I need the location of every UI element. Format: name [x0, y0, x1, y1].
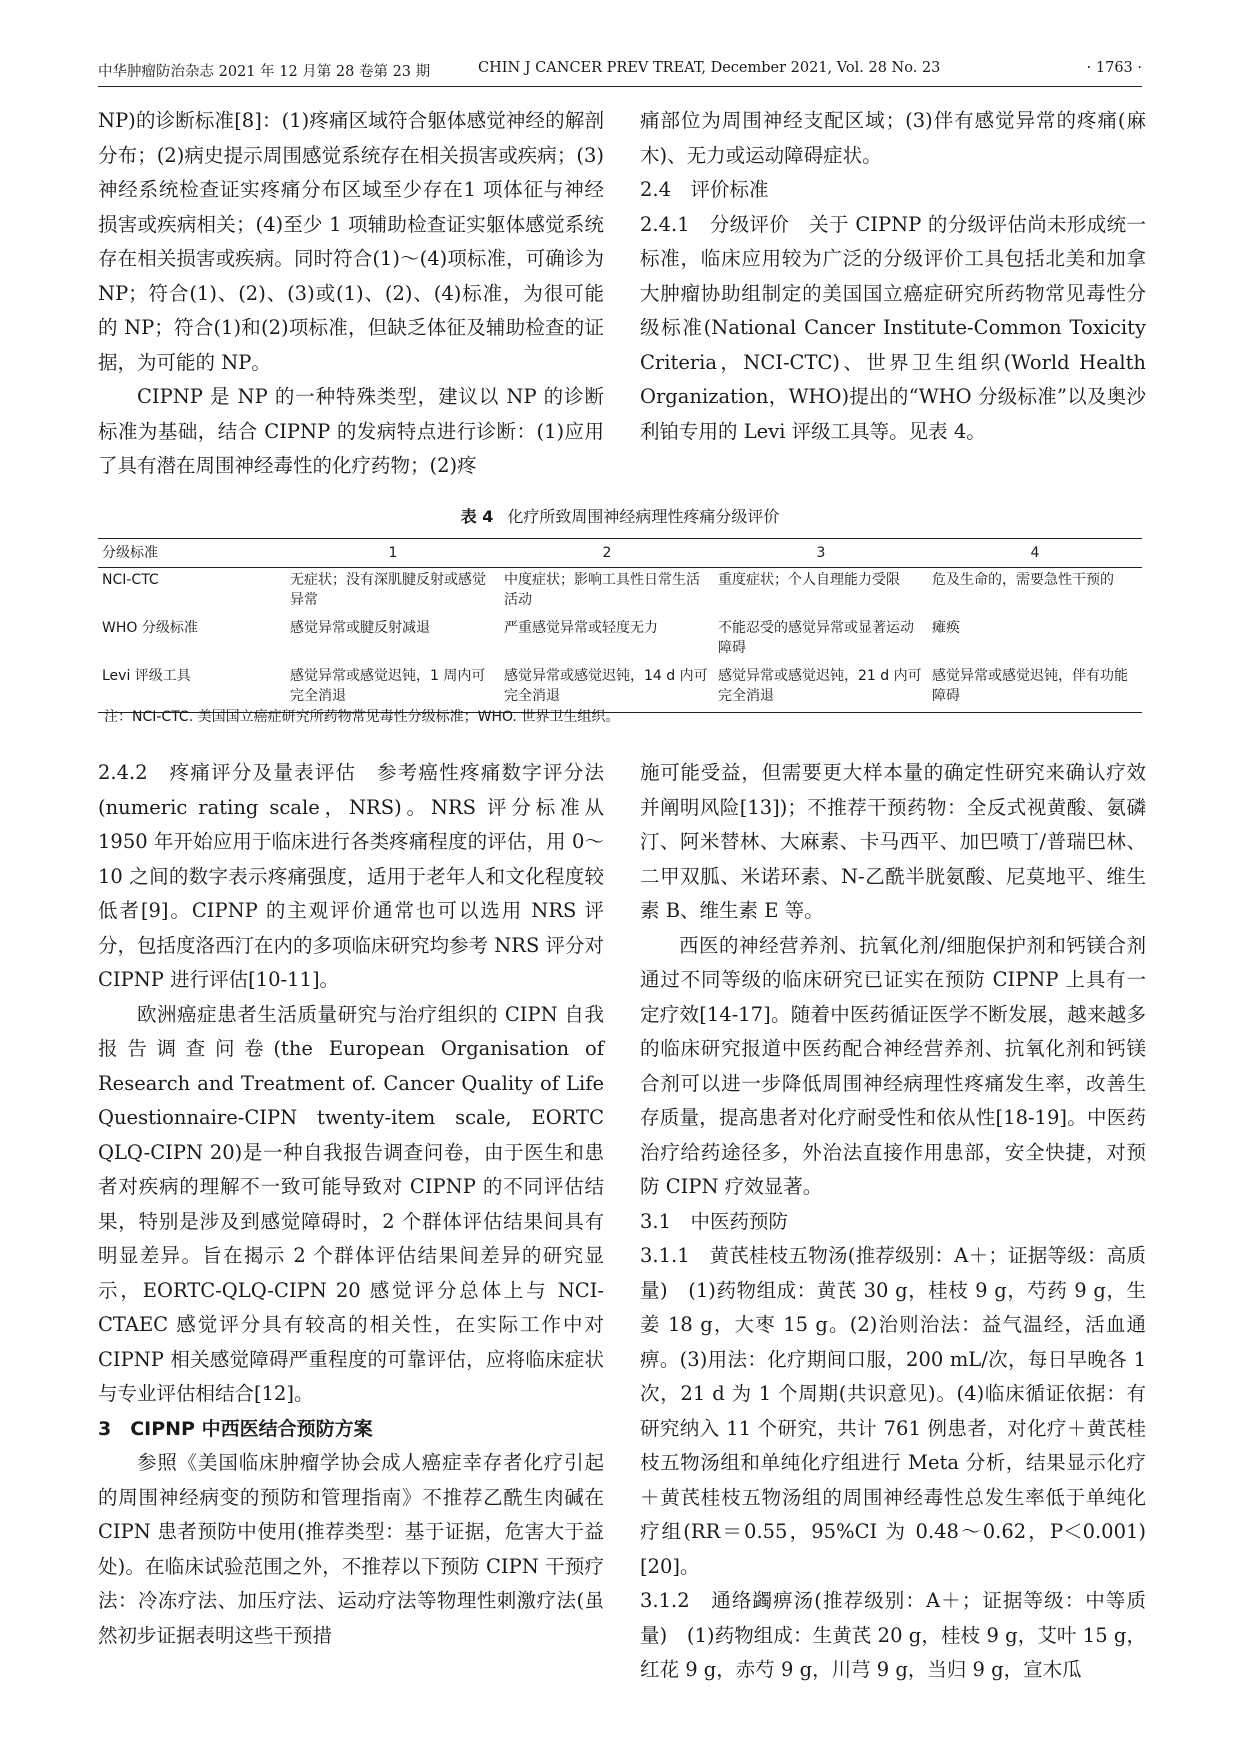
paragraph: 施可能受益，但需要更大样本量的确定性研究来确认疗效并阐明风险[13])；不推荐干预药物：全反式视黄酸、氨磷汀、阿米替林、大麻素、卡马西平、加巴喷丁/普瑞巴林、二甲双胍、米诺环素、N-乙酰半胱氨酸、尼莫地平、维生素 B、维生素 E 等。	[640, 761, 1146, 922]
section-heading-3: 3 CIPNP 中西医结合预防方案	[98, 1417, 373, 1440]
paragraph: 西医的神经营养剂、抗氧化剂/细胞保护剂和钙镁合剂通过不同等级的临床研究已证实在预防 CIPNP 上具有一定疗效[14-17]。随着中医药循证医学不断发展，越来越多的临床研究报道中医药配合神经营养剂、抗氧化剂和钙镁合剂可以进一步降低周围神经病理性疼痛发生率，改善生存质量，提高患者对化疗耐受性和依从性[18-19]。中医药治疗给药途径多，外治法直接作用患部，安全快捷，对预防 CIPN 疗效显著。	[640, 933, 1146, 1198]
table-row	[98, 568, 1142, 617]
table-cell: 感觉异常或感觉迟钝，21 d 内可完全消退	[714, 664, 928, 713]
paragraph: 2.4.1 分级评价 关于 CIPNP 的分级评估尚未形成统一标准，临床应用较为广泛的分级评价工具包括北美和加拿大肿瘤协助组制定的美国国立癌症研究所药物常见毒性分级标准(National Cancer Institute-Common Toxicity Criteria，NCI-CTC)、世界卫生组织(World Health Organization，WHO)提出的“WHO 分级标准”以及奥沙利铂专用的 Levi 评级工具等。见表 4。	[640, 212, 1146, 443]
section-heading-2-4: 2.4 评价标准	[640, 178, 769, 201]
table-cell: 感觉异常或感觉迟钝，1 周内可完全消退	[286, 664, 500, 713]
table-header-cell: 2	[500, 539, 714, 568]
grading-table	[98, 538, 1142, 713]
table-header-cell: 3	[714, 539, 928, 568]
table-cell: WHO 分级标准	[102, 620, 198, 636]
table-header-cell: 1	[286, 539, 500, 568]
paragraph: 3.1.1 黄芪桂枝五物汤(推荐级别：A＋；证据等级：高质量) (1)药物组成：黄芪 30 g，桂枝 9 g，芍药 9 g，生姜 18 g，大枣 15 g。(2)治则治法：益气温经，活血通痹。(3)用法：化疗期间口服，200 mL/次，每日早晚各 1 次，21 d 为 1 个周期(共识意见)。(4)临床循证依据：有研究纳入 11 个研究，共计 761 例患者，对化疗＋黄芪桂枝五物汤组和单纯化疗组进行 Meta 分析，结果显示化疗＋黄芪桂枝五物汤组的周围神经毒性总发生率低于单纯化疗组(RR＝0.55，95%CI 为 0.48～0.62，P＜0.001)[20]。	[640, 1244, 1146, 1578]
paragraph: 参照《美国临床肿瘤学协会成人癌症幸存者化疗引起的周围神经病变的预防和管理指南》不推荐乙酰生肉碱在 CIPN 患者预防中使用(推荐类型：基于证据，危害大于益处)。在临床试验范围之外，不推荐以下预防 CIPN 干预疗法：冷冻疗法、加压疗法、运动疗法等物理性刺激疗法(虽然初步证据表明这些干预措	[98, 1451, 604, 1647]
paragraph: 3.1.2 通络蠲痹汤(推荐级别：A＋；证据等级：中等质量) (1)药物组成：生黄芪 20 g，桂枝 9 g，艾叶 15 g，红花 9 g，赤芍 9 g，川芎 9 g，当归 9 g，宣木瓜	[640, 1589, 1146, 1681]
table-cell: 不能忍受的感觉异常或显著运动障碍	[718, 620, 914, 656]
section-heading-3-1: 3.1 中医药预防	[640, 1209, 789, 1233]
table-label: 表 4	[460, 507, 494, 526]
paragraph: 欧洲癌症患者生活质量研究与治疗组织的 CIPN 自我报告调查问卷(the European Organisation of Research and Treatment of. Cancer Quality of Life Questionnaire-CIPN twenty-item scale, EORTC QLQ-CIPN 20)是一种自我报告调查问卷，由于医生和患者对疾病的理解不一致可能导致对 CIPNP 的不同评估结果，特别是涉及到感觉障碍时，2 个群体评估结果间具有明显差异。旨在揭示 2 个群体评估结果间差异的研究显示，EORTC-QLQ-CIPN 20 感觉评分总体上与 NCI-CTAEC 感觉评分具有较高的相关性，在实际工作中对 CIPNP 相关感觉障碍严重程度的可靠评估，应将临床症状与专业评估相结合[12]。	[98, 1002, 604, 1405]
running-header	[98, 56, 1142, 87]
column-bottom-right	[640, 756, 1146, 1688]
table-cell: 感觉异常或感觉迟钝，伴有功能障碍	[928, 664, 1142, 713]
table-cell: Levi 评级工具	[98, 664, 286, 713]
table-cell: NCI-CTC	[102, 572, 159, 588]
table-cell: 瘫痪	[932, 620, 960, 636]
table-cell: 中度症状；影响工具性日常生活活动	[504, 572, 700, 608]
paragraph: CIPNP 是 NP 的一种特殊类型，建议以 NP 的诊断标准为基础，结合 CIPNP 的发病特点进行诊断：(1)应用了具有潜在周围神经毒性的化疗药物；(2)疼	[98, 385, 604, 477]
table-caption	[98, 504, 1142, 527]
page-number: · 1763 ·	[1086, 60, 1142, 76]
table-row	[98, 616, 1142, 664]
paragraph: 痛部位为周围神经支配区域；(3)伴有感觉异常的疼痛(麻木)、无力或运动障碍症状。	[640, 109, 1146, 167]
paragraph: 2.4.2 疼痛评分及量表评估 参考癌性疼痛数字评分法(numeric rating scale，NRS)。NRS 评分标准从 1950 年开始应用于临床进行各类疼痛程度的评估，用 0～10 之间的数字表示疼痛强度，适用于老年人和文化程度较低者[9]。CIPNP 的主观评价通常也可以选用 NRS 评分，包括度洛西汀在内的多项临床研究均参考 NRS 评分对 CIPNP 进行评估[10-11]。	[98, 761, 605, 991]
table-cell: 无症状；没有深肌腱反射或感觉异常	[290, 572, 486, 608]
column-top-left	[98, 104, 604, 484]
table-header-cell: 4	[928, 539, 1142, 568]
table-cell: 感觉异常或腱反射减退	[290, 620, 430, 636]
table-note: 注：NCI-CTC. 美国国立癌症研究所药物常见毒性分级标准；WHO. 世界卫生组织。	[104, 709, 620, 725]
journal-title-en: CHIN J CANCER PREV TREAT, December 2021, Vol. 28 No. 23	[478, 60, 941, 76]
table-header-row	[98, 539, 1142, 568]
table-cell: 重度症状；个人自理能力受限	[718, 572, 900, 588]
table-cell: 严重感觉异常或轻度无力	[504, 620, 658, 636]
column-top-right	[640, 104, 1146, 449]
journal-title-cn: 中华肿瘤防治杂志 2021 年 12 月第 28 卷第 23 期	[98, 64, 431, 80]
paragraph: NP)的诊断标准[8]：(1)疼痛区域符合躯体感觉神经的解剖分布；(2)病史提示周围感觉系统存在相关损害或疾病；(3)神经系统检查证实疼痛分布区域至少存在1 项体征与神经损害或疾病相关；(4)至少 1 项辅助检查证实躯体感觉系统存在相关损害或疾病。同时符合(1)～(4)项标准，可确诊为 NP；符合(1)、(2)、(3)或(1)、(2)、(4)标准，为很可能的 NP；符合(1)和(2)项标准，但缺乏体征及辅助检查的证据，为可能的 NP。	[98, 109, 604, 374]
table-header-cell: 分级标准	[98, 539, 286, 568]
table-cell: 危及生命的，需要急性干预的	[932, 572, 1114, 588]
table-cell: 感觉异常或感觉迟钝，14 d 内可完全消退	[500, 664, 714, 713]
column-bottom-left	[98, 756, 604, 1653]
table-title: 化疗所致周围神经病理性疼痛分级评价	[507, 507, 780, 526]
